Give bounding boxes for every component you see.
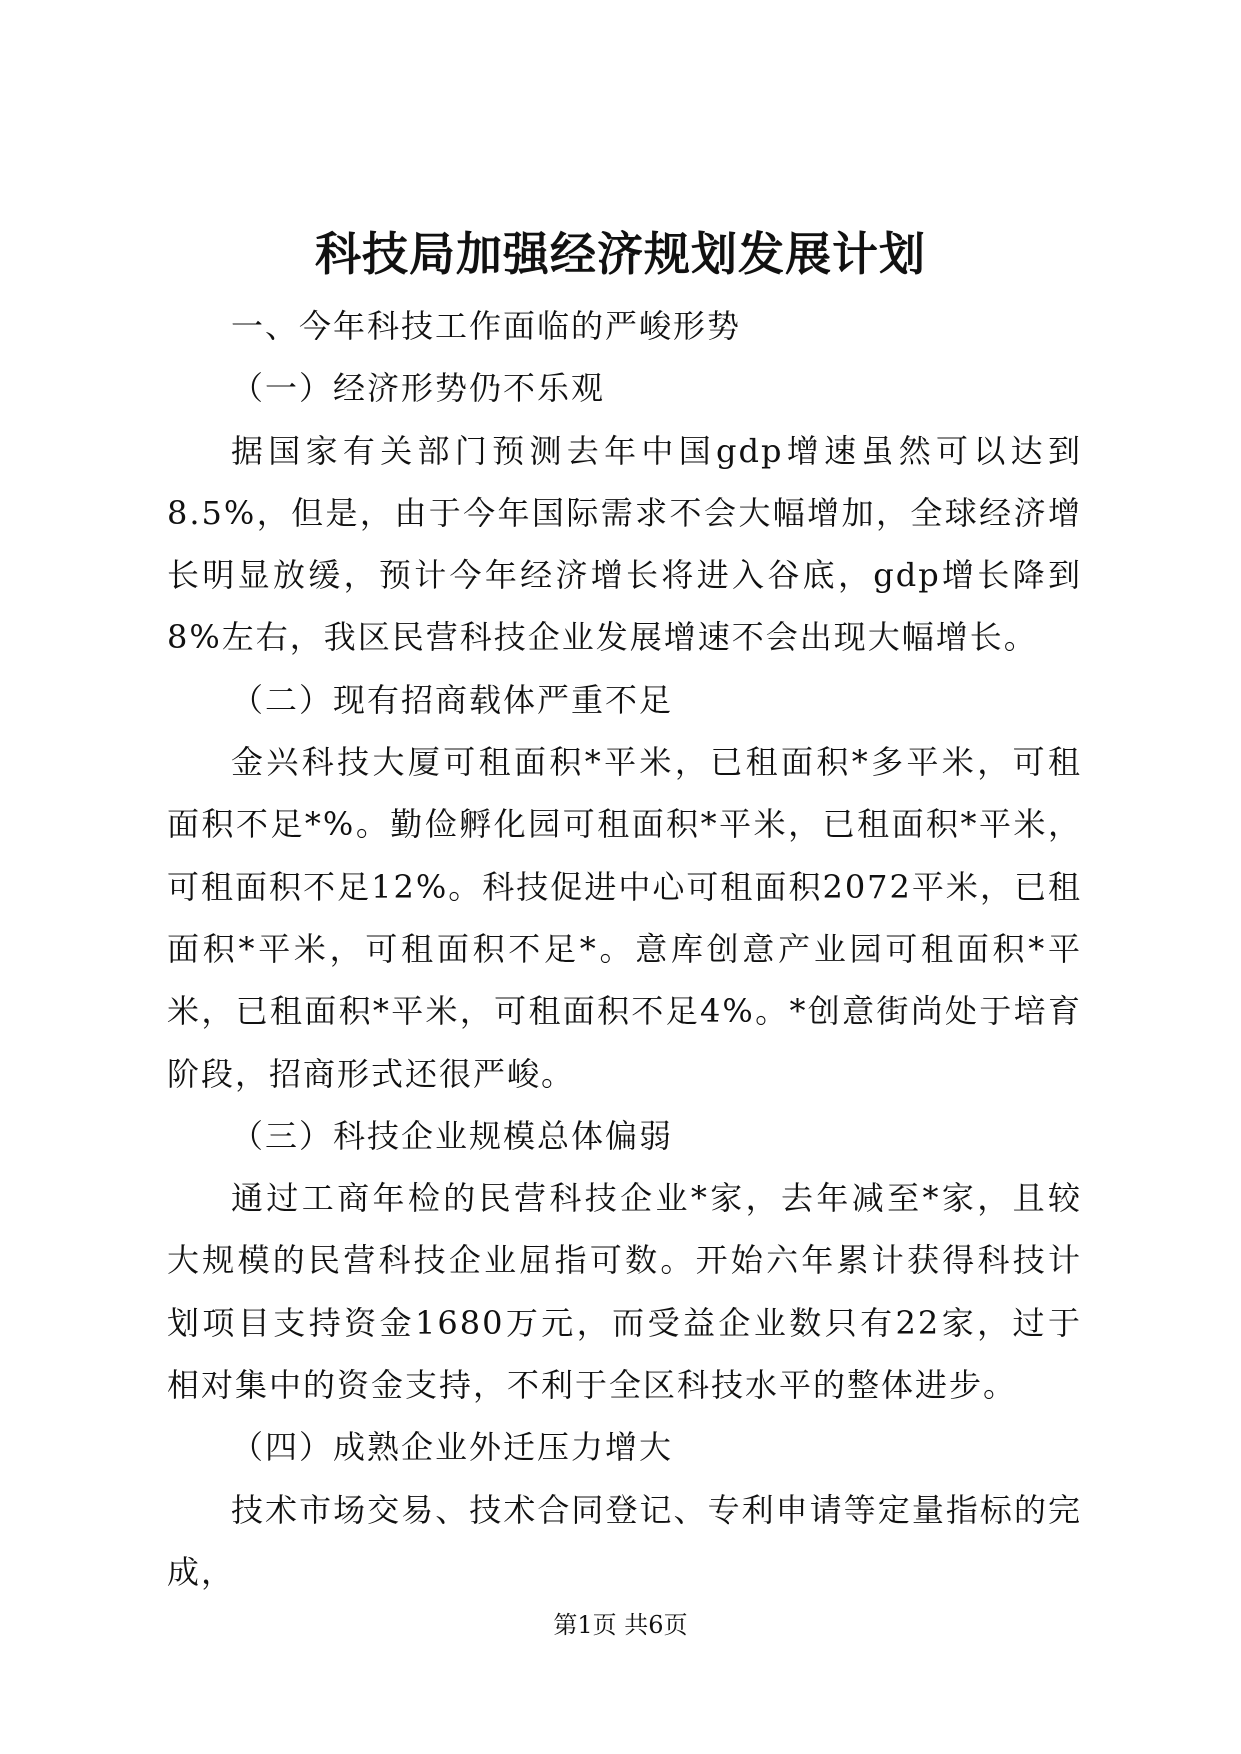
document-title: 科技局加强经济规划发展计划 <box>315 227 926 281</box>
subsection-heading: （二）现有招商载体严重不足 <box>231 680 674 719</box>
subsection-heading: （四）成熟企业外迁压力增大 <box>231 1428 674 1467</box>
paragraph: 金兴科技大厦可租面积*平米，已租面积*多平米，可租面积不足*%。勤俭孵化园可租面积*平米，已租面积*平米，可租面积不足12%。科技促进中心可租面积2072平米，已租面积*平米，可租面积不足*。意库创意产业园可租面积*平米，已租面积*平米，可租面积不足4%。*创意街尚处于培育阶段，招商形式还很严峻。 <box>167 743 1082 1093</box>
document-body <box>167 295 1082 1603</box>
paragraph: 据国家有关部门预测去年中国gdp增速虽然可以达到8.5%，但是，由于今年国际需求不会大幅增加，全球经济增长明显放缓，预计今年经济增长将进入谷底，gdp增长降到8%左右，我区民营科技企业发展增速不会出现大幅增长。 <box>167 431 1082 657</box>
paragraph: 通过工商年检的民营科技企业*家，去年减至*家，且较大规模的民营科技企业屈指可数。开始六年累计获得科技计划项目支持资金1680万元，而受益企业数只有22家，过于相对集中的资金支持，不利于全区科技水平的整体进步。 <box>167 1179 1082 1405</box>
subsection-heading: （三）科技企业规模总体偏弱 <box>231 1116 674 1155</box>
section-heading: 一、今年科技工作面临的严峻形势 <box>231 307 742 345</box>
subsection-heading: （一）经济形势仍不乐观 <box>231 369 606 408</box>
paragraph: 技术市场交易、技术合同登记、专利申请等定量指标的完成， <box>167 1490 1082 1591</box>
page-footer: 第1页 共6页 <box>553 1611 688 1639</box>
